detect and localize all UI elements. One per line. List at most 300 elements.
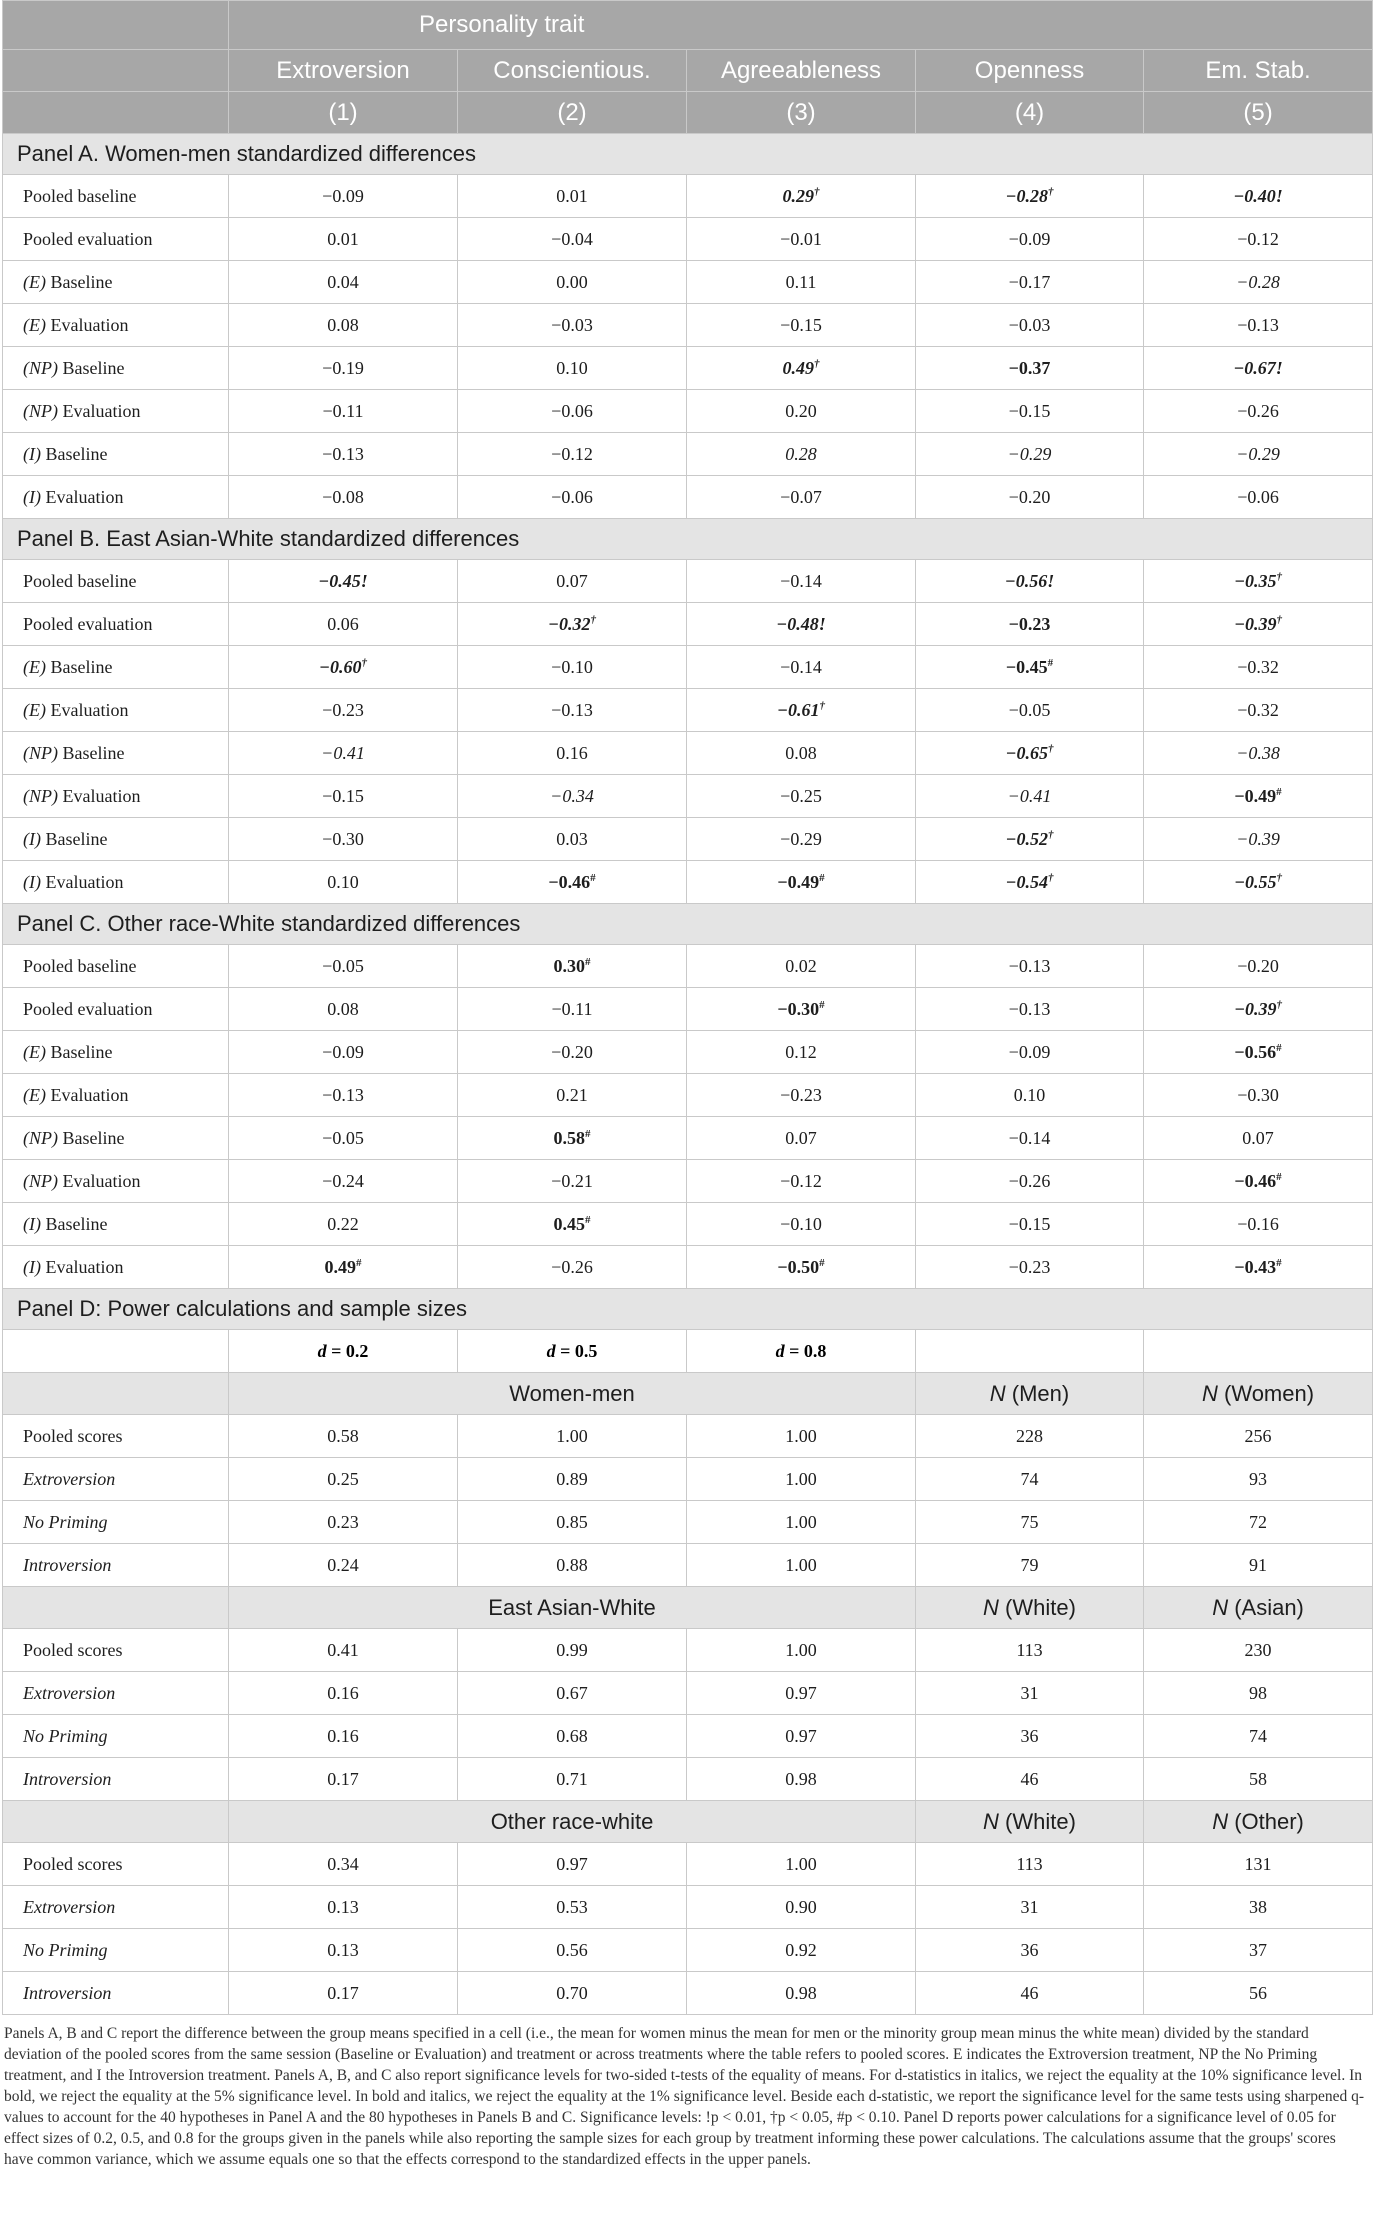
group-header-row bbox=[3, 1801, 1373, 1843]
table-cell bbox=[1144, 603, 1373, 646]
table-row bbox=[3, 1929, 1373, 1972]
treatment-prefix: (NP) bbox=[23, 742, 58, 763]
significance-mark: # bbox=[1276, 1041, 1282, 1054]
table-row bbox=[3, 1203, 1373, 1246]
row-label: Introversion bbox=[3, 1544, 229, 1587]
cell-value: −0.08 bbox=[322, 486, 364, 507]
table-cell bbox=[1144, 560, 1373, 603]
table-row bbox=[3, 1758, 1373, 1801]
cell-value: −0.23 bbox=[1008, 613, 1051, 634]
table-cell: 0.89 bbox=[458, 1458, 687, 1501]
table-cell bbox=[458, 689, 687, 732]
column-header: Extroversion bbox=[229, 50, 458, 92]
column-header: Conscientious. bbox=[458, 50, 687, 92]
row-label-text: Evaluation bbox=[45, 314, 129, 335]
n-group: (Asian) bbox=[1228, 1594, 1304, 1620]
cell-value: −0.15 bbox=[1008, 400, 1051, 421]
table-cell bbox=[916, 603, 1144, 646]
table-cell: 74 bbox=[1144, 1715, 1373, 1758]
cell-value: 0.30 bbox=[553, 955, 585, 976]
cell-value: 0.20 bbox=[785, 400, 817, 421]
table-cell bbox=[458, 1246, 687, 1289]
treatment-prefix: (E) bbox=[23, 699, 46, 720]
table-cell bbox=[458, 1160, 687, 1203]
table-cell: 31 bbox=[916, 1672, 1144, 1715]
table-row bbox=[3, 775, 1373, 818]
table-row bbox=[3, 1629, 1373, 1672]
table-cell bbox=[687, 1160, 916, 1203]
table-cell bbox=[1144, 689, 1373, 732]
cell-value: −0.14 bbox=[780, 656, 822, 677]
cell-value: −0.15 bbox=[780, 314, 822, 335]
table-cell bbox=[687, 1203, 916, 1246]
row-label: No Priming bbox=[3, 1715, 229, 1758]
table-cell bbox=[229, 988, 458, 1031]
table-cell bbox=[458, 1074, 687, 1117]
table-cell bbox=[916, 818, 1144, 861]
row-label-text: Pooled evaluation bbox=[23, 613, 153, 634]
cell-value: −0.12 bbox=[780, 1170, 822, 1191]
row-label bbox=[3, 390, 229, 433]
cell-value: −0.05 bbox=[322, 955, 364, 976]
cell-value: −0.49 bbox=[777, 871, 820, 892]
panel-title-row bbox=[3, 134, 1373, 175]
significance-mark: # bbox=[585, 1213, 591, 1226]
row-label-text: Evaluation bbox=[40, 871, 124, 892]
cell-value: −0.28 bbox=[1236, 271, 1280, 292]
table-cell bbox=[1144, 175, 1373, 218]
table-cell bbox=[229, 1031, 458, 1074]
cell-value: −0.15 bbox=[1008, 1213, 1051, 1234]
table-notes: Panels A, B and C report the difference between the group means specified in a cell (i.e., the mean for women minus the mean for men or the minority group mean minus the white mean) divided by the standard deviation of the pooled scores from the same session (Baseline or Evaluation) and treatment or across treatments where the table refers to pooled scores. E indicates the Extroversion treatment, NP the No Priming treatment, and I the Introversion treatment. Panels A, B, and C also report significance levels for two-sided t-tests of the equality of means. For d-statistics in italics, we reject the equality at the 10% significance level. In bold, we reject the equality at the 5% significance level. In bold and italics, we reject the equality at the 1% significance level. Beside each d-statistic, we report the significance level for the same tests using sharpened q-values to account for the 40 hypotheses in Panel A and the 80 hypotheses in Panels B and C. Significance levels: !p < 0.01, †p < 0.05, #p < 0.10. Panel D reports power calculations for a significance level of 0.05 for effect sizes of 0.2, 0.5, and 0.8 for the groups given in the panels while also reporting the sample sizes for each group by treatment informing these power calculations. The calculations assume that the groups' scores have common variance, which we assume equals one so that the effects correspond to the standardized effects in the upper panels. bbox=[4, 2025, 1365, 2168]
row-label bbox=[3, 1117, 229, 1160]
row-label bbox=[3, 347, 229, 390]
table-cell bbox=[229, 433, 458, 476]
cell-value: −0.60 bbox=[319, 656, 362, 677]
table-cell bbox=[687, 1117, 916, 1160]
table-cell bbox=[458, 433, 687, 476]
significance-mark: # bbox=[819, 998, 825, 1011]
header-blank bbox=[916, 1330, 1144, 1373]
table-cell: 0.97 bbox=[458, 1843, 687, 1886]
table-cell bbox=[687, 261, 916, 304]
table-cell bbox=[1144, 1117, 1373, 1160]
table-cell bbox=[229, 390, 458, 433]
column-number: (3) bbox=[687, 92, 916, 134]
n-symbol: N bbox=[983, 1808, 999, 1834]
table-cell: 75 bbox=[916, 1501, 1144, 1544]
cell-value: −0.13 bbox=[1008, 955, 1051, 976]
cell-value: −0.11 bbox=[551, 998, 593, 1019]
panel-title: Panel C. Other race-White standardized differences bbox=[3, 904, 1373, 945]
cell-value: −0.52 bbox=[1005, 828, 1048, 849]
header-names-row bbox=[3, 50, 1373, 92]
table-cell: 0.24 bbox=[229, 1544, 458, 1587]
table-cell bbox=[229, 603, 458, 646]
cell-value: −0.32 bbox=[1237, 656, 1279, 677]
cell-value: 0.22 bbox=[327, 1213, 359, 1234]
cell-value: −0.03 bbox=[551, 314, 593, 335]
row-label bbox=[3, 945, 229, 988]
significance-mark: † bbox=[1276, 570, 1282, 583]
row-label bbox=[3, 689, 229, 732]
cell-value: −0.16 bbox=[1237, 1213, 1279, 1234]
table-cell bbox=[458, 732, 687, 775]
table-cell bbox=[687, 1074, 916, 1117]
cell-value: −0.06 bbox=[551, 400, 593, 421]
table-cell bbox=[229, 218, 458, 261]
table-cell: 0.58 bbox=[229, 1415, 458, 1458]
column-header: Agreeableness bbox=[687, 50, 916, 92]
table-cell: 46 bbox=[916, 1758, 1144, 1801]
table-cell bbox=[1144, 218, 1373, 261]
table-cell bbox=[229, 689, 458, 732]
table-row bbox=[3, 390, 1373, 433]
effect-var: d bbox=[775, 1340, 785, 1361]
significance-mark: † bbox=[814, 185, 820, 198]
treatment-prefix: (NP) bbox=[23, 1170, 58, 1191]
table-cell bbox=[687, 304, 916, 347]
row-label-text: Baseline bbox=[40, 443, 108, 464]
cell-value: −0.01 bbox=[780, 228, 822, 249]
treatment-prefix: (E) bbox=[23, 271, 46, 292]
table-cell bbox=[687, 861, 916, 904]
table-cell bbox=[687, 175, 916, 218]
table-cell bbox=[916, 646, 1144, 689]
n-group: (Other) bbox=[1228, 1808, 1304, 1834]
table-cell: 0.41 bbox=[229, 1629, 458, 1672]
table-cell bbox=[458, 988, 687, 1031]
cell-value: 0.07 bbox=[1242, 1127, 1274, 1148]
table-cell bbox=[458, 646, 687, 689]
table-cell: 0.17 bbox=[229, 1758, 458, 1801]
effect-size-header bbox=[229, 1330, 458, 1373]
group-header-row bbox=[3, 1373, 1373, 1415]
table-cell bbox=[458, 818, 687, 861]
cell-value: −0.29 bbox=[780, 828, 822, 849]
table-cell: 230 bbox=[1144, 1629, 1373, 1672]
cell-value: −0.26 bbox=[551, 1256, 593, 1277]
table-row bbox=[3, 1843, 1373, 1886]
cell-value: 0.29 bbox=[782, 185, 814, 206]
table-row bbox=[3, 1415, 1373, 1458]
table-cell bbox=[1144, 646, 1373, 689]
table-cell bbox=[1144, 304, 1373, 347]
table-cell bbox=[687, 390, 916, 433]
table-cell: 113 bbox=[916, 1629, 1144, 1672]
treatment-prefix: (E) bbox=[23, 1041, 46, 1062]
cell-value: −0.20 bbox=[551, 1041, 593, 1062]
cell-value: −0.26 bbox=[1237, 400, 1279, 421]
table-cell: 0.85 bbox=[458, 1501, 687, 1544]
table-cell bbox=[916, 775, 1144, 818]
treatment-prefix: (I) bbox=[23, 871, 41, 892]
cell-value: −0.37 bbox=[1008, 357, 1051, 378]
table-cell: 0.70 bbox=[458, 1972, 687, 2015]
table-cell bbox=[229, 476, 458, 519]
header-numbers-row bbox=[3, 92, 1373, 134]
cell-value: −0.13 bbox=[1008, 998, 1051, 1019]
treatment-prefix: (NP) bbox=[23, 1127, 58, 1148]
treatment-prefix: (NP) bbox=[23, 400, 58, 421]
row-label: Pooled scores bbox=[3, 1843, 229, 1886]
table-row bbox=[3, 218, 1373, 261]
cell-value: −0.40! bbox=[1233, 185, 1283, 206]
row-label bbox=[3, 646, 229, 689]
treatment-prefix: (I) bbox=[23, 1256, 41, 1277]
cell-value: −0.29 bbox=[1007, 443, 1052, 464]
table-row bbox=[3, 1544, 1373, 1587]
table-cell bbox=[916, 175, 1144, 218]
effect-var: d bbox=[317, 1340, 327, 1361]
table-cell bbox=[687, 818, 916, 861]
table-cell bbox=[916, 218, 1144, 261]
cell-value: 0.49 bbox=[324, 1256, 356, 1277]
table-cell bbox=[458, 347, 687, 390]
cell-value: −0.32 bbox=[1237, 699, 1279, 720]
table-row bbox=[3, 1031, 1373, 1074]
table-cell bbox=[229, 1074, 458, 1117]
table-row bbox=[3, 175, 1373, 218]
table-row bbox=[3, 1458, 1373, 1501]
table-cell: 91 bbox=[1144, 1544, 1373, 1587]
row-label bbox=[3, 1074, 229, 1117]
table-row bbox=[3, 560, 1373, 603]
significance-mark: † bbox=[819, 699, 825, 712]
row-label-text: Baseline bbox=[58, 1127, 125, 1148]
cell-value: −0.39 bbox=[1236, 828, 1280, 849]
cell-value: −0.06 bbox=[551, 486, 593, 507]
cell-value: −0.34 bbox=[550, 785, 594, 806]
table-cell bbox=[229, 861, 458, 904]
column-number: (5) bbox=[1144, 92, 1373, 134]
table-cell: 0.98 bbox=[687, 1758, 916, 1801]
n-symbol: N bbox=[1202, 1380, 1218, 1406]
table-cell: 0.34 bbox=[229, 1843, 458, 1886]
effect-size-header bbox=[458, 1330, 687, 1373]
cell-value: −0.13 bbox=[322, 443, 364, 464]
table-cell: 113 bbox=[916, 1843, 1144, 1886]
cell-value: −0.25 bbox=[780, 785, 822, 806]
table-cell bbox=[1144, 861, 1373, 904]
cell-value: −0.09 bbox=[322, 1041, 364, 1062]
table-cell bbox=[229, 175, 458, 218]
cell-value: 0.10 bbox=[556, 357, 588, 378]
table-cell bbox=[1144, 1246, 1373, 1289]
table-cell: 256 bbox=[1144, 1415, 1373, 1458]
table-cell bbox=[229, 818, 458, 861]
row-label-text: Evaluation bbox=[58, 400, 141, 421]
table-cell: 56 bbox=[1144, 1972, 1373, 2015]
table-cell bbox=[458, 603, 687, 646]
row-label-text: Baseline bbox=[58, 742, 125, 763]
row-label-text: Baseline bbox=[40, 828, 108, 849]
cell-value: 0.28 bbox=[785, 443, 817, 464]
row-label-text: Baseline bbox=[40, 1213, 108, 1234]
column-number: (2) bbox=[458, 92, 687, 134]
row-label-text: Pooled evaluation bbox=[23, 228, 153, 249]
table-row bbox=[3, 347, 1373, 390]
cell-value: −0.12 bbox=[551, 443, 593, 464]
treatment-prefix: (E) bbox=[23, 314, 46, 335]
table-cell bbox=[458, 304, 687, 347]
table-cell bbox=[916, 347, 1144, 390]
table-row bbox=[3, 1501, 1373, 1544]
cell-value: −0.13 bbox=[322, 1084, 364, 1105]
sample-size-header bbox=[916, 1801, 1144, 1843]
significance-mark: # bbox=[585, 955, 591, 968]
row-label: Extroversion bbox=[3, 1458, 229, 1501]
header-blank bbox=[1144, 1330, 1373, 1373]
row-label-text: Baseline bbox=[45, 271, 113, 292]
table-cell bbox=[1144, 347, 1373, 390]
table-cell bbox=[916, 945, 1144, 988]
table-cell bbox=[687, 560, 916, 603]
header-group-row bbox=[3, 1, 1373, 50]
table-cell: 98 bbox=[1144, 1672, 1373, 1715]
table-row bbox=[3, 476, 1373, 519]
table-cell: 0.90 bbox=[687, 1886, 916, 1929]
row-label: Pooled scores bbox=[3, 1629, 229, 1672]
row-label: No Priming bbox=[3, 1501, 229, 1544]
cell-value: 0.06 bbox=[327, 613, 359, 634]
cell-value: −0.14 bbox=[1008, 1127, 1051, 1148]
significance-mark: † bbox=[590, 613, 596, 626]
table-cell: 0.88 bbox=[458, 1544, 687, 1587]
column-number: (1) bbox=[229, 92, 458, 134]
table-cell: 0.17 bbox=[229, 1972, 458, 2015]
cell-value: 0.01 bbox=[327, 228, 359, 249]
cell-value: −0.23 bbox=[322, 699, 364, 720]
table-cell: 1.00 bbox=[458, 1415, 687, 1458]
n-symbol: N bbox=[1212, 1808, 1229, 1834]
table-cell: 0.97 bbox=[687, 1715, 916, 1758]
cell-value: −0.26 bbox=[1008, 1170, 1051, 1191]
cell-value: −0.09 bbox=[1008, 228, 1051, 249]
row-label bbox=[3, 775, 229, 818]
row-label: No Priming bbox=[3, 1929, 229, 1972]
cell-value: 0.08 bbox=[785, 742, 817, 763]
effect-eq: = 0.8 bbox=[784, 1340, 827, 1361]
cell-value: −0.29 bbox=[1236, 443, 1280, 464]
table-row bbox=[3, 861, 1373, 904]
sample-size-header bbox=[916, 1587, 1144, 1629]
row-label-text: Evaluation bbox=[40, 486, 124, 507]
table-cell bbox=[687, 347, 916, 390]
table-cell bbox=[229, 1246, 458, 1289]
table-row bbox=[3, 603, 1373, 646]
row-label-text: Pooled baseline bbox=[23, 185, 137, 206]
cell-value: −0.35 bbox=[1234, 570, 1277, 591]
table-row bbox=[3, 304, 1373, 347]
table-cell bbox=[916, 1160, 1144, 1203]
table-cell bbox=[458, 1117, 687, 1160]
effect-var: d bbox=[546, 1340, 556, 1361]
cell-value: −0.56! bbox=[1004, 570, 1055, 591]
cell-value: 0.21 bbox=[556, 1084, 588, 1105]
sample-size-header bbox=[1144, 1801, 1373, 1843]
table-row bbox=[3, 1972, 1373, 2015]
table-row bbox=[3, 433, 1373, 476]
row-label bbox=[3, 175, 229, 218]
row-label bbox=[3, 732, 229, 775]
row-label: Extroversion bbox=[3, 1886, 229, 1929]
cell-value: −0.43 bbox=[1234, 1256, 1277, 1277]
panel-title-row bbox=[3, 519, 1373, 560]
cell-value: −0.12 bbox=[1237, 228, 1279, 249]
table-cell bbox=[1144, 476, 1373, 519]
cell-value: 0.07 bbox=[556, 570, 588, 591]
table-cell: 72 bbox=[1144, 1501, 1373, 1544]
cell-value: 0.08 bbox=[327, 314, 359, 335]
significance-mark: # bbox=[1276, 1256, 1282, 1269]
cell-value: −0.39 bbox=[1234, 613, 1277, 634]
table-cell bbox=[916, 304, 1144, 347]
table-cell bbox=[458, 390, 687, 433]
table-cell: 0.16 bbox=[229, 1715, 458, 1758]
row-label bbox=[3, 261, 229, 304]
table-cell bbox=[458, 775, 687, 818]
table-cell bbox=[687, 433, 916, 476]
table-cell bbox=[458, 861, 687, 904]
cell-value: 0.45 bbox=[553, 1213, 585, 1234]
cell-value: 0.11 bbox=[785, 271, 817, 292]
cell-value: −0.46 bbox=[1234, 1170, 1277, 1191]
significance-mark: † bbox=[1276, 998, 1282, 1011]
significance-mark: † bbox=[1276, 613, 1282, 626]
table-cell: 74 bbox=[916, 1458, 1144, 1501]
table-cell bbox=[916, 390, 1144, 433]
row-label bbox=[3, 1031, 229, 1074]
table-cell: 0.68 bbox=[458, 1715, 687, 1758]
table-cell bbox=[1144, 1074, 1373, 1117]
header-group-title: Personality trait bbox=[229, 1, 1373, 50]
cell-value: −0.20 bbox=[1237, 955, 1279, 976]
table-cell bbox=[916, 1246, 1144, 1289]
significance-mark: † bbox=[1047, 871, 1054, 884]
row-label bbox=[3, 304, 229, 347]
table-cell bbox=[229, 1203, 458, 1246]
cell-value: 0.07 bbox=[785, 1127, 817, 1148]
table-row bbox=[3, 818, 1373, 861]
table-cell bbox=[458, 175, 687, 218]
table-row bbox=[3, 732, 1373, 775]
row-label bbox=[3, 1203, 229, 1246]
row-label bbox=[3, 560, 229, 603]
effect-size-header bbox=[687, 1330, 916, 1373]
cell-value: −0.48! bbox=[776, 613, 826, 634]
table-cell: 0.71 bbox=[458, 1758, 687, 1801]
table-cell: 0.25 bbox=[229, 1458, 458, 1501]
table-row bbox=[3, 689, 1373, 732]
table-cell bbox=[916, 476, 1144, 519]
table-cell bbox=[687, 646, 916, 689]
panel-title: Panel A. Women-men standardized differences bbox=[3, 134, 1373, 175]
table-cell bbox=[1144, 261, 1373, 304]
table-cell bbox=[687, 603, 916, 646]
table-row bbox=[3, 1715, 1373, 1758]
treatment-prefix: (NP) bbox=[23, 357, 58, 378]
significance-mark: # bbox=[819, 871, 825, 884]
table-cell bbox=[458, 560, 687, 603]
table-cell bbox=[229, 945, 458, 988]
significance-mark: # bbox=[356, 1256, 362, 1269]
table-cell bbox=[1144, 1031, 1373, 1074]
table-cell: 93 bbox=[1144, 1458, 1373, 1501]
table-cell bbox=[458, 218, 687, 261]
table-row bbox=[3, 988, 1373, 1031]
table-cell bbox=[916, 861, 1144, 904]
